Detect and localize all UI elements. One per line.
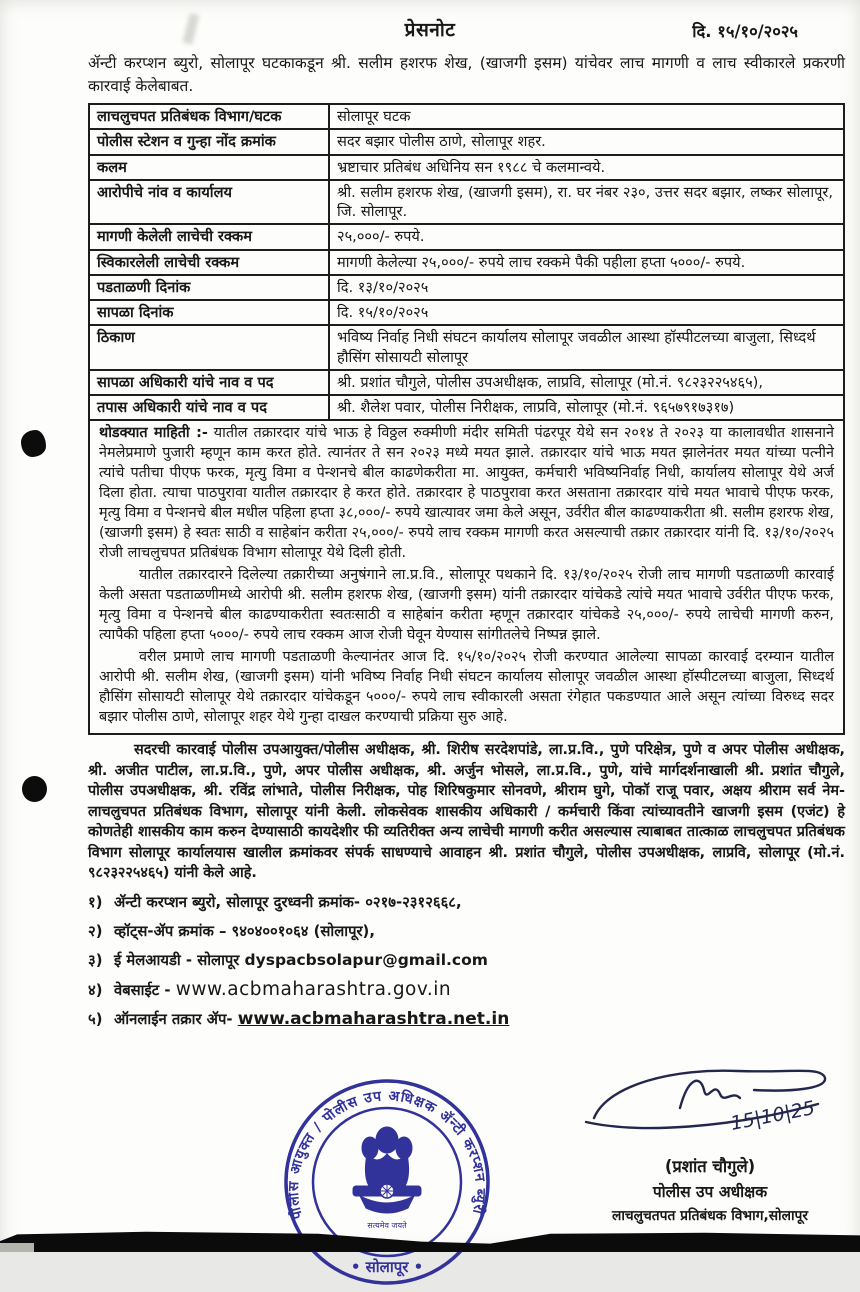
row-value: २५,०००/- रुपये.: [329, 224, 844, 249]
row-value: सदर बझार पोलीस ठाणे, सोलापूर शहर.: [329, 129, 844, 154]
list-item: [88, 892, 845, 912]
item-number: २): [88, 922, 103, 940]
signature-icon: [580, 1062, 840, 1148]
table-row: [89, 300, 844, 325]
table-row: [89, 104, 844, 129]
row-value: भविष्य निर्वाह निधी संघटन कार्यालय सोलापूर जवळील आस्था हॉस्पीटलच्या बाजुला, सिध्दर्थ हौसिंग सोसायटी सोलापूर: [329, 325, 844, 370]
list-item: [88, 979, 845, 1000]
website-link: www.acbmaharashtra.gov.in: [175, 978, 452, 1000]
row-value: श्री. प्रशांत चौगुले, पोलीस उपअधीक्षक, लाप्रवि, सोलापूर (मो.नं. ९८२३२२५४६५),: [329, 370, 844, 395]
seal-bottom-text: • सोलापूर •: [350, 1258, 424, 1276]
row-value: दि. १५/१०/२०२५: [329, 300, 844, 325]
item-text: वेबसाईट -: [114, 981, 171, 999]
summary-paragraph-3: वरील प्रमाणे लाच मागणी पडताळणी केल्यानंतर आज दि. १५/१०/२०२५ रोजी करण्यात आलेल्या सापळा कारवाई दरम्यान यातील आरोपी श्री. सलीम शेख, (खाजगी इसम) यांनी भविष्य निर्वाह निधी संघटन कार्यालय सोलापूर जवळील आस्था हॉस्पीटलच्या बाजुला, सिध्दर्थ हौसिंग सोसायटी सोलापूर येथे तक्रारदार यांचेकडून ५०००/- रुपये लाच स्वीकारली असता रंगेहात पकडण्यात आले असून त्यांच्या विरुध्द सदर बझार पोलीस ठाणे, सोलापूर शहर येथे गुन्हा दाखल करण्याची प्रक्रिया सुरु आहे.: [99, 649, 834, 726]
row-label: कलम: [89, 155, 329, 180]
row-value: भ्रष्टाचार प्रतिबंध अधिनिय सन १९८८ चे कलमान्वये.: [329, 155, 844, 180]
case-details-table: [88, 103, 845, 421]
row-label: स्विकारलेली लाचेची रक्कम: [89, 250, 329, 275]
contact-list: [88, 892, 845, 1029]
seal-ring-text: पोलीस आयुक्त / पोलीस उप अधिक्षक ॲन्टी करप्शन ब्युरो: [285, 1088, 489, 1221]
table-row: [89, 250, 844, 275]
row-label: लाचलुचपत प्रतिबंधक विभाग/घटक: [89, 104, 329, 129]
row-value: दि. १३/१०/२०२५: [329, 275, 844, 300]
row-value: मागणी केलेल्या २५,०००/- रुपये लाच रक्कमे पैकी पहीला हप्ता ५०००/- रुपये.: [329, 250, 844, 275]
row-value: श्री. सलीम हशरफ शेख, (खाजगी इसम), रा. घर नंबर २३०, उत्तर सदर बझार, लष्कर सोलापूर, जि. सोलापूर.: [329, 180, 844, 225]
row-label: मागणी केलेली लाचेची रक्कम: [89, 224, 329, 249]
row-label: पोलीस स्टेशन व गुन्हा नोंद क्रमांक: [89, 129, 329, 154]
signatory-designation: पोलीस उप अधीक्षक: [652, 1183, 768, 1201]
table-row: [89, 395, 844, 420]
table-row: [89, 129, 844, 154]
summary-paragraph-1: [99, 423, 834, 563]
row-label: ठिकाण: [89, 325, 329, 370]
item-text: व्हॉट्स-ॲप क्रमांक – ९४०४००१०६४ (सोलापूर),: [114, 922, 375, 940]
table-row: [89, 224, 844, 249]
signature-block: [575, 1062, 845, 1225]
document-body: [88, 0, 845, 1038]
office-seal-stamp: [281, 1076, 493, 1292]
row-label: सापळा अधिकारी यांचे नाव व पद: [89, 370, 329, 395]
row-value: सोलापूर घटक: [329, 104, 844, 129]
summary-text-1: यातील तक्रारदार यांचे भाऊ हे विठ्ठल रुक्मीणी मंदीर समिती पंढरपूर येथे सन २०१४ ते २०२३ या कालावधीत शासनाने नेमलेप्रमाणे पुजारी म्हणून काम करत होते. त्यानंतर ते सन २०२३ मध्ये मयत झाले. तक्रारदार यांचे भाऊ मयत झालेनंतर मयत यांच्या पत्नीने त्यांचे पतीचा पीएफ फरक, मृत्यु विमा व पेन्शनचे बील काढणेकरीता मा. आयुक्त, कर्मचारी भविष्यनिर्वाह निधी, कार्यालय सोलापूर येथे अर्ज दिला होता. त्याचा पाठपुरावा यातील तक्रारदार हे करत होते. तक्रारदार हे पाठपुरावा करत असताना तक्रारदार यांचे मयत भावाचे पीएफ फरक, मृत्यु विमा व पेन्शनचे बील मधील पहिला हप्ता ३८,०००/- रुपये खात्यावर जमा केले असून, उर्वरीत बील काढण्याकरीता श्री. सलीम हशरफ शेख, (खाजगी इसम) हे स्वतः साठी व साहेबांन करीता २५,०००/- रुपये लाच रक्कम मागणी करत असल्याची तक्रार तक्रारदार यांनी दि. १३/१०/२०२५ रोजी लाचलुचपत प्रतिबंधक विभाग सोलापूर येथे दिली होती.: [99, 425, 834, 562]
summary-heading: थोडक्यात माहिती :-: [99, 425, 208, 442]
item-text: ॲन्टी करप्शन ब्युरो, सोलापूर दुरध्वनी क्रमांक- ०२१७-२३१२६६८,: [114, 893, 462, 911]
item-number: ४): [88, 981, 103, 999]
signature-date: 15|10|25: [728, 1097, 817, 1135]
ink-blot: [21, 430, 46, 457]
item-text: ऑनलाईन तक्रार ॲप-: [114, 1010, 233, 1028]
summary-box: [88, 421, 845, 735]
ashoka-lions-icon: [353, 1127, 421, 1230]
document-date: दि. १५/१०/२०२५: [692, 22, 798, 41]
complaint-app-link: www.acbmaharashtra.net.in: [237, 1008, 510, 1029]
row-label: आरोपीचे नांव व कार्यालय: [89, 180, 329, 225]
scan-corner-shadow: [0, 1243, 34, 1252]
list-item: [88, 921, 845, 941]
item-number: १): [88, 893, 103, 911]
signatory-name: (प्रशांत चौगुले): [664, 1157, 756, 1176]
item-number: ३): [88, 951, 103, 969]
intro-paragraph: ॲन्टी करप्शन ब्युरो, सोलापूर घटकाकडून श्री. सलीम हशरफ शेख, (खाजगी इसम) यांचेवर लाच मागणी व लाच स्वीकारले प्रकरणी कारवाई केलेबाबत.: [88, 54, 845, 95]
table-row: [89, 155, 844, 180]
table-row: [89, 370, 844, 395]
list-item: [88, 950, 845, 970]
row-label: तपास अधिकारी यांचे नाव व पद: [89, 395, 329, 420]
table-row: [89, 275, 844, 300]
credits-paragraph: सदरची कारवाई पोलीस उपआयुक्त/पोलीस अधीक्षक, श्री. शिरीष सरदेशपांडे, ला.प्र.वि., पुणे परिक्षेत्र, पुणे व अपर पोलीस अधीक्षक, श्री. अजीत पाटील, ला.प्र.वि., पुणे, अपर पोलीस अधीक्षक, श्री. अर्जुन भोसले, ला.प्र.वि., पुणे, यांचे मार्गदर्शनाखाली श्री. प्रशांत चौगुले, पोलीस उपअधीक्षक, श्री. रविंद्र लांभाते, पोलीस निरीक्षक, पोह शिरिषकुमार सोनवणे, श्रीराम घुगे, पोकॉ राजू पवार, अक्षय श्रीराम सर्व नेम- लाचलुचपत प्रतिबंधक विभाग, सोलापूर यांनी केली. लोकसेवक शासकीय अधिकारी / कर्मचारी किंवा त्यांच्यावतीने खाजगी इसम (एजंट) हे कोणतेही शासकीय काम करुन देण्यासाठी कायदेशीर फी व्यतिरीक्त अन्य लाचेची मागणी करीत असल्यास त्याबाबत तात्काळ लाचलुचपत प्रतिबंधक विभाग सोलापूर कार्यालयास खालील क्रमांकवर संपर्क साधण्याचे आवाहन श्री. प्रशांत चौगुले, पोलीस उपअधीक्षक, लाप्रवि, सोलापूर (मो.नं. ९८२३२२५४६५) यांनी केले आहे.: [88, 742, 845, 882]
email-link: dyspacbsolapur@gmail.com: [244, 950, 488, 969]
seal-motto-text: सत्यमेव जयते: [367, 1221, 407, 1230]
ink-blot: [22, 776, 47, 802]
row-value: श्री. शैलेश पवार, पोलीस निरीक्षक, लाप्रवि, सोलापूर (मो.नं. ९६५७९१७३१७): [329, 395, 844, 420]
table-row: [89, 180, 844, 225]
item-number: ५): [88, 1010, 103, 1028]
row-label: पडताळणी दिनांक: [89, 275, 329, 300]
row-label: सापळा दिनांक: [89, 300, 329, 325]
signatory-department: लाचलुचतपत प्रतिबंधक विभाग,सोलापूर: [611, 1208, 809, 1224]
list-item: [88, 1009, 845, 1029]
table-row: [89, 325, 844, 370]
page-title: प्रेसनोट: [404, 19, 456, 41]
seal-emblem-icon: [281, 1076, 493, 1288]
summary-paragraph-2: यातील तक्रारदारने दिलेल्या तक्रारीच्या अनुषंगाने ला.प्र.वि., सोलापूर पथकाने दि. १३/१०/२०२५ रोजी लाच मागणी पडताळणी कारवाई केली असता पडताळणीमध्ये आरोपी श्री. सलीम हशरफ शेख, (खाजगी इसम) यांनी तक्रारदार यांचेकडे त्यांचे मयत भावाचे उर्वरीत पीएफ फरक, मृत्यु विमा व पेन्शनचे बील काढण्याकरीता स्वतःसाठी व साहेबांन करीता म्हणून तक्रारदार यांचेकडे २५,०००/- रुपये लाचेची मागणी करुन, त्यापैकी पहिला हप्ता ५०००/- रुपये लाच रक्कम आज रोजी घेवून येण्यास सांगीतलेचे निष्पन्न झाले.: [99, 567, 834, 644]
item-text: ई मेलआयडी - सोलापूर: [114, 951, 240, 969]
